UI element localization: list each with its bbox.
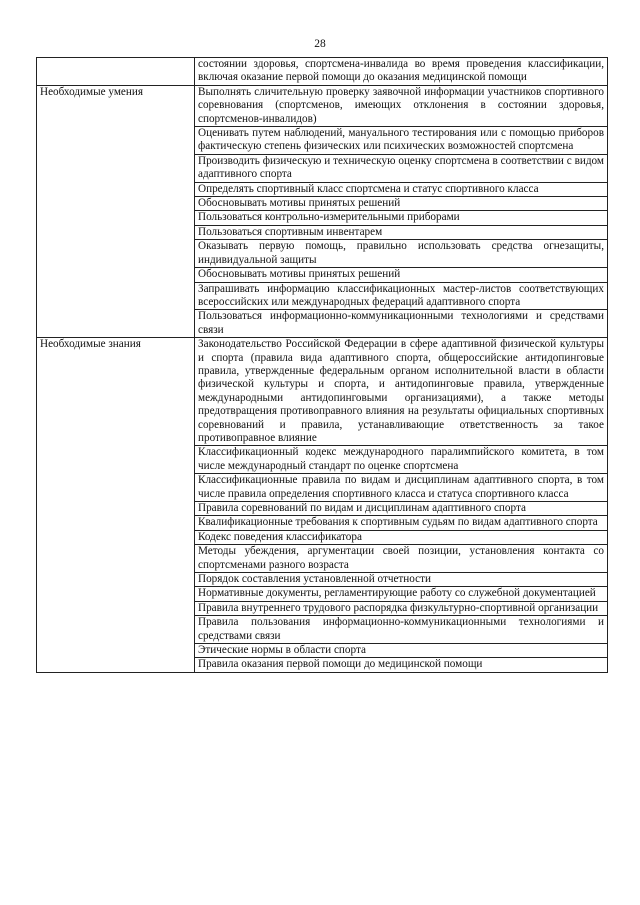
requirement-item: Правила оказания первой помощи до медицинской помощи bbox=[195, 658, 608, 672]
requirements-table bbox=[36, 57, 608, 673]
requirement-item: Этические нормы в области спорта bbox=[195, 644, 608, 658]
requirement-item: Законодательство Российской Федерации в сфере адаптивной физической культуры и спорта (правила вида адаптивного спорта, общероссийские антидопинговые правила, утвержденные федеральным органом исполнительной власти в области физической культуры и спорта, и антидопинговые правила, утвержденные международными антидопинговыми организациями), а также методы предотвращения противоправного влияния на результаты официальных спортивных соревнований и правила, устанавливающие ответственность за такое противоправное влияние bbox=[195, 338, 608, 446]
requirement-item: Производить физическую и техническую оценку спортсмена в соответствии с видом адаптивного спорта bbox=[195, 154, 608, 182]
requirement-item: Пользоваться контрольно-измерительными приборами bbox=[195, 211, 608, 225]
section-label: Необходимые умения bbox=[37, 85, 195, 337]
requirement-item: состоянии здоровья, спортсмена-инвалида во время проведения классификации, включая оказание первой помощи до оказания медицинской помощи bbox=[195, 58, 608, 86]
requirement-item: Оказывать первую помощь, правильно использовать средства огнезащиты, индивидуальной защиты bbox=[195, 240, 608, 268]
requirement-item: Нормативные документы, регламентирующие работу со служебной документацией bbox=[195, 587, 608, 601]
requirement-item: Классификационный кодекс международного паралимпийского комитета, в том числе международный стандарт по оценке спортсмена bbox=[195, 446, 608, 474]
section-label bbox=[37, 58, 195, 86]
requirement-item: Оценивать путем наблюдений, мануального тестирования или с помощью приборов фактическую степень физических или психических возможностей спортсмена bbox=[195, 127, 608, 155]
requirement-item: Пользоваться информационно-коммуникационными технологиями и средствами связи bbox=[195, 310, 608, 338]
section-label: Необходимые знания bbox=[37, 338, 195, 673]
requirement-item: Порядок составления установленной отчетности bbox=[195, 573, 608, 587]
table-row bbox=[37, 58, 608, 86]
table-row bbox=[37, 338, 608, 446]
requirement-item: Классификационные правила по видам и дисциплинам адаптивного спорта, в том числе правила определения спортивного класса и статуса спортивного класса bbox=[195, 474, 608, 502]
requirement-item: Выполнять сличительную проверку заявочной информации участников спортивного соревнования (спортсменов, имеющих отклонения в состоянии здоровья, спортсменов-инвалидов) bbox=[195, 85, 608, 126]
requirement-item: Квалификационные требования к спортивным судьям по видам адаптивного спорта bbox=[195, 516, 608, 530]
requirement-item: Пользоваться спортивным инвентарем bbox=[195, 225, 608, 239]
requirement-item: Определять спортивный класс спортсмена и статус спортивного класса bbox=[195, 182, 608, 196]
requirement-item: Запрашивать информацию классификационных мастер-листов соответствующих всероссийских или международных федераций адаптивного спорта bbox=[195, 282, 608, 310]
requirement-item: Правила пользования информационно-коммуникационными технологиями и средствами связи bbox=[195, 616, 608, 644]
requirement-item: Правила соревнований по видам и дисциплинам адаптивного спорта bbox=[195, 502, 608, 516]
requirement-item: Правила внутреннего трудового распорядка физкультурно-спортивной организации bbox=[195, 601, 608, 615]
requirement-item: Обосновывать мотивы принятых решений bbox=[195, 197, 608, 211]
table-row bbox=[37, 85, 608, 126]
requirement-item: Методы убеждения, аргументации своей позиции, установления контакта со спортсменами разного возраста bbox=[195, 545, 608, 573]
requirement-item: Кодекс поведения классификатора bbox=[195, 530, 608, 544]
requirement-item: Обосновывать мотивы принятых решений bbox=[195, 268, 608, 282]
page-number: 28 bbox=[314, 38, 326, 50]
